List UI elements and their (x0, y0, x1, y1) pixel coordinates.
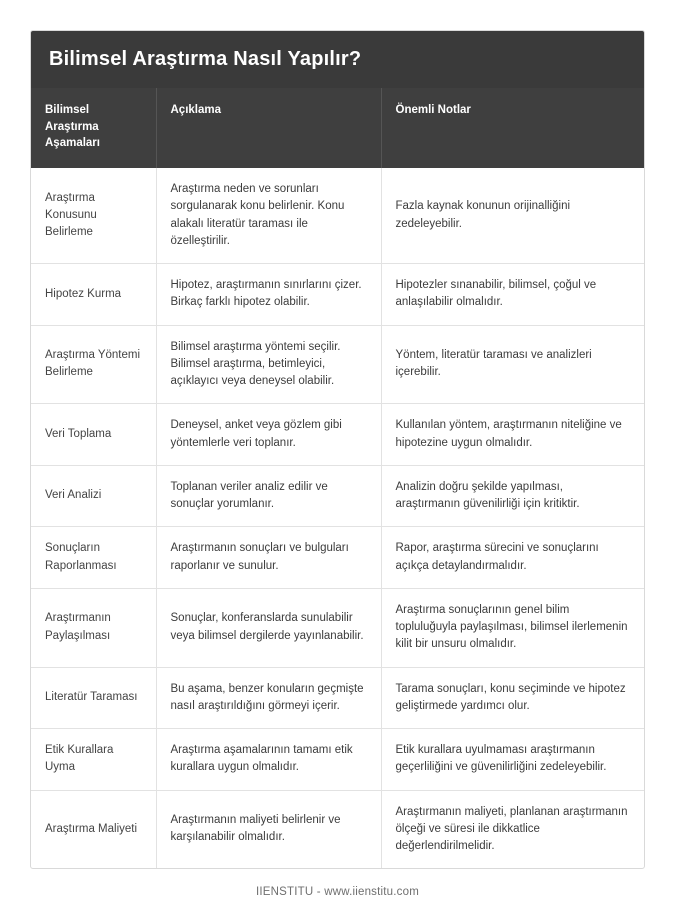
research-stages-table (31, 88, 644, 868)
table-row (31, 404, 644, 466)
cell-notes: Fazla kaynak konunun orijinalliğini zedeleyebilir. (381, 168, 644, 264)
column-header-notes: Önemli Notlar (381, 88, 644, 168)
cell-description: Bu aşama, benzer konuların geçmişte nasıl araştırıldığını görmeyi içerir. (156, 667, 381, 729)
cell-description: Hipotez, araştırmanın sınırlarını çizer. Birkaç farklı hipotez olabilir. (156, 264, 381, 326)
table-header (31, 88, 644, 168)
cell-notes: Araştırma sonuçlarının genel bilim topluluğuyla paylaşılması, bilimsel ilerlemenin kilit bir unsuru olmalıdır. (381, 588, 644, 667)
cell-stage: Sonuçların Raporlanması (31, 527, 156, 589)
table-row (31, 729, 644, 791)
cell-notes: Tarama sonuçları, konu seçiminde ve hipotez geliştirmede yardımcı olur. (381, 667, 644, 729)
cell-description: Toplanan veriler analiz edilir ve sonuçlar yorumlanır. (156, 465, 381, 527)
cell-notes: Rapor, araştırma sürecini ve sonuçlarını açıkça detaylandırmalıdır. (381, 527, 644, 589)
table-row (31, 790, 644, 868)
cell-description: Araştırma neden ve sorunları sorgulanarak konu belirlenir. Konu alakalı literatür taraması ile özelleştirilir. (156, 168, 381, 264)
table-row (31, 168, 644, 264)
cell-stage: Etik Kurallara Uyma (31, 729, 156, 791)
cell-notes: Analizin doğru şekilde yapılması, araştırmanın güvenilirliği için kritiktir. (381, 465, 644, 527)
cell-description: Deneysel, anket veya gözlem gibi yöntemlerle veri toplanır. (156, 404, 381, 466)
cell-stage: Araştırma Yöntemi Belirleme (31, 325, 156, 404)
table-body (31, 168, 644, 868)
cell-description: Araştırmanın sonuçları ve bulguları raporlanır ve sunulur. (156, 527, 381, 589)
cell-description: Bilimsel araştırma yöntemi seçilir. Bilimsel araştırma, betimleyici, açıklayıcı veya deneysel olabilir. (156, 325, 381, 404)
cell-stage: Araştırmanın Paylaşılması (31, 588, 156, 667)
cell-stage: Hipotez Kurma (31, 264, 156, 326)
table-row (31, 667, 644, 729)
table-row (31, 588, 644, 667)
cell-notes: Hipotezler sınanabilir, bilimsel, çoğul ve anlaşılabilir olmalıdır. (381, 264, 644, 326)
cell-description: Sonuçlar, konferanslarda sunulabilir veya bilimsel dergilerde yayınlanabilir. (156, 588, 381, 667)
column-header-description: Açıklama (156, 88, 381, 168)
footer-credit: IIENSTITU - www.iienstitu.com (256, 886, 419, 898)
cell-stage: Araştırma Konusunu Belirleme (31, 168, 156, 264)
cell-description: Araştırma aşamalarının tamamı etik kurallara uygun olmalıdır. (156, 729, 381, 791)
page-title: Bilimsel Araştırma Nasıl Yapılır? (31, 31, 644, 88)
cell-stage: Veri Toplama (31, 404, 156, 466)
table-row (31, 325, 644, 404)
cell-description: Araştırmanın maliyeti belirlenir ve karşılanabilir olmalıdır. (156, 790, 381, 868)
cell-stage: Literatür Taraması (31, 667, 156, 729)
table-row (31, 465, 644, 527)
cell-stage: Araştırma Maliyeti (31, 790, 156, 868)
cell-notes: Etik kurallara uyulmaması araştırmanın geçerliliğini ve güvenilirliğini zedeleyebilir. (381, 729, 644, 791)
cell-notes: Araştırmanın maliyeti, planlanan araştırmanın ölçeği ve süresi ile dikkatlice değerlendirilmelidir. (395, 805, 628, 853)
cell-notes: Yöntem, literatür taraması ve analizleri içerebilir. (381, 325, 644, 404)
table-header-row (31, 88, 644, 168)
table-row (31, 527, 644, 589)
research-stages-card (30, 30, 645, 869)
column-header-stage: Bilimsel Araştırma Aşamaları (31, 88, 156, 168)
table-row (31, 264, 644, 326)
cell-stage: Veri Analizi (31, 465, 156, 527)
cell-notes: Kullanılan yöntem, araştırmanın niteliğine ve hipotezine uygun olmalıdır. (381, 404, 644, 466)
